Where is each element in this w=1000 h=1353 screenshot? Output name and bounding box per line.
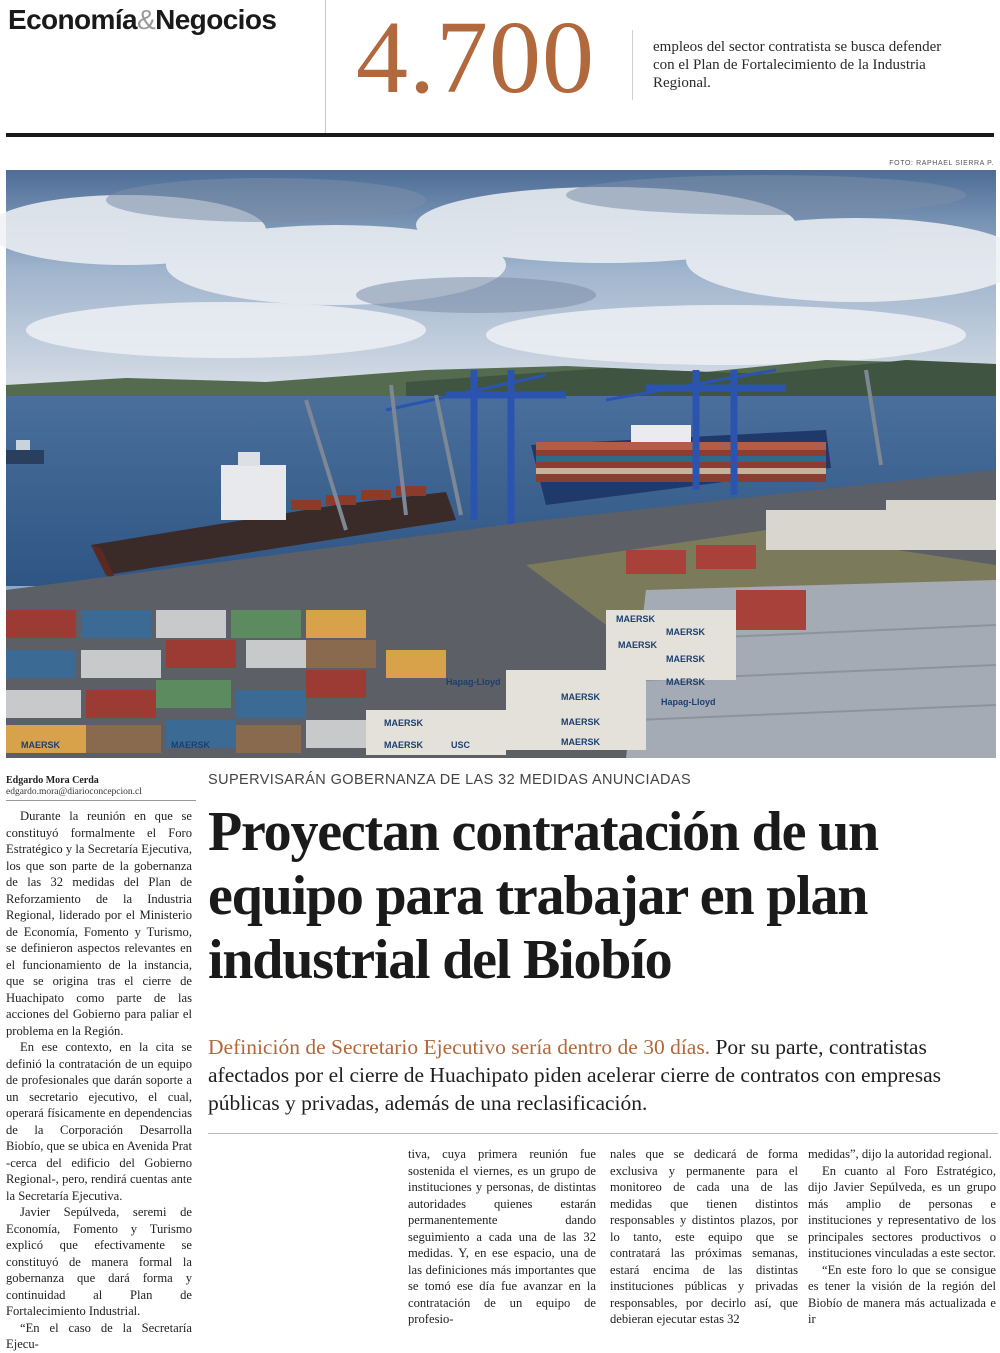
container-label: MAERSK [666, 627, 706, 637]
byline-rule [6, 800, 196, 801]
article-deck [208, 1033, 998, 1117]
article-kicker: SUPERVISARÁN GOBERNANZA DE LAS 32 MEDIDAS ANUNCIADAS [208, 772, 692, 788]
container-label: MAERSK [561, 692, 601, 702]
container-label: MAERSK [384, 740, 424, 750]
body-paragraph: “En este foro lo que se consigue es tener la visión de la región del Biobío de manera más actualizada e ir [808, 1262, 996, 1326]
header-rule [6, 133, 994, 137]
deck-text: Por su parte, contratistas afectados por el cierre de Huachipato piden acelerar cierre de contratos con empresas públicas y privadas, además de una reclasificación. [208, 1035, 941, 1115]
port-illustration [6, 170, 996, 758]
section-title-part2: Negocios [155, 4, 277, 35]
header-divider [325, 0, 326, 134]
deck-rule [208, 1133, 998, 1134]
section-title-ampersand: & [137, 4, 156, 35]
section-title [8, 4, 276, 36]
port-photo [6, 170, 996, 758]
headline-regular: Proyectan contratación de un equipo para [208, 801, 878, 927]
body-paragraph: Durante la reunión en que se constituyó formalmente el Foro Estratégico y la Secretaría Ejecutiva, los que son parte de la gobernanza de las 32 medidas del Plan de Reforzamiento de la Industria Regional, liderado por el Ministerio de Economía, Fomento y Turismo, se definieron aspectos relevantes en el funcionamiento de la instancia, que se origina tras el cierre de Huachipato como parte de las acciones del Gobierno para paliar el problema en la Región. [6, 809, 192, 1038]
body-paragraph: En cuanto al Foro Estratégico, dijo Javier Sepúlveda, es un grupo más amplio de personas e instituciones y representativo de los principales sectores productivos o instituciones vinculadas a este sector. [808, 1163, 996, 1260]
container-label: MAERSK [618, 640, 658, 650]
article-headline [208, 800, 998, 992]
highlight-number-caption: empleos del sector contratista se busca defender con el Plan de Fortalecimiento de la Industria Regional. [653, 39, 942, 91]
body-paragraph: nales que se dedicará de forma exclusiva y permanente para el monitoreo de cada una de las medidas que tienen distintos responsables y distintos plazos, por lo tanto, este equipo que se contratará las próximas semanas, estará encima de las distintas instituciones públicas y privadas responsables, por decirlo así, que debieran ejecutar estas 32 [610, 1147, 798, 1326]
body-paragraph: medidas”, dijo la autoridad regional. [808, 1147, 992, 1161]
body-paragraph: tiva, cuya primera reunión fue sostenida el viernes, es un grupo de instituciones y personas, de distintas autoridades quienes estarán permanentemente dando seguimiento a cada una de las 32 medidas. Y, en ese espacio, una de las definiciones más importantes que se tomó ese día fue avanzar en la contratación de un equipo de profesio- [408, 1147, 596, 1326]
body-column-2 [408, 1146, 596, 1326]
container-label: MAERSK [666, 677, 706, 687]
container-label: USC [451, 740, 471, 750]
container-label: Hapag-Lloyd [446, 677, 501, 687]
body-column-4 [808, 1146, 996, 1326]
number-divider [632, 30, 633, 100]
container-label: MAERSK [666, 654, 706, 664]
section-title-part1: Economía [8, 4, 138, 35]
container-label: MAERSK [616, 614, 656, 624]
body-paragraph: Javier Sepúlveda, seremi de Economía, Fomento y Turismo explicó que efectivamente se constituyó de manera formal la gobernanza que dará forma y continuidad al Plan de Fortalecimiento Industrial. [6, 1205, 192, 1318]
highlight-number: 4.700 [356, 0, 595, 115]
container-label: Hapag-Lloyd [661, 697, 716, 707]
headline-bold: trabajar en plan industrial del Biobío [208, 865, 868, 991]
body-paragraph: “En el caso de la Secretaría Ejecu- [6, 1320, 192, 1351]
container-label: MAERSK [561, 737, 601, 747]
body-column-1 [6, 808, 192, 1351]
byline-author: Edgardo Mora Cerda [6, 775, 99, 786]
body-column-3 [610, 1146, 798, 1326]
container-label: MAERSK [561, 717, 601, 727]
photo-credit: FOTO: RAPHAEL SIERRA P. [889, 160, 994, 167]
byline-email[interactable]: edgardo.mora@diarioconcepcion.cl [6, 787, 142, 797]
container-label: MAERSK [21, 740, 61, 750]
container-label: MAERSK [384, 718, 424, 728]
body-paragraph: En ese contexto, en la cita se definió la contratación de un equipo de profesionales que darán soporte a un secretario ejecutivo, el cual, operará físicamente en dependencias de la Corporación Desarrolla Biobío, que se ubica en Avenida Prat -cerca del edificio del Gobierno Regional-, pero, rendirá cuentas ante la Secretaría Ejecutiva. [6, 1040, 192, 1203]
container-label: MAERSK [171, 740, 211, 750]
deck-lead: Definición de Secretario Ejecutivo sería dentro de 30 días. [208, 1035, 711, 1059]
